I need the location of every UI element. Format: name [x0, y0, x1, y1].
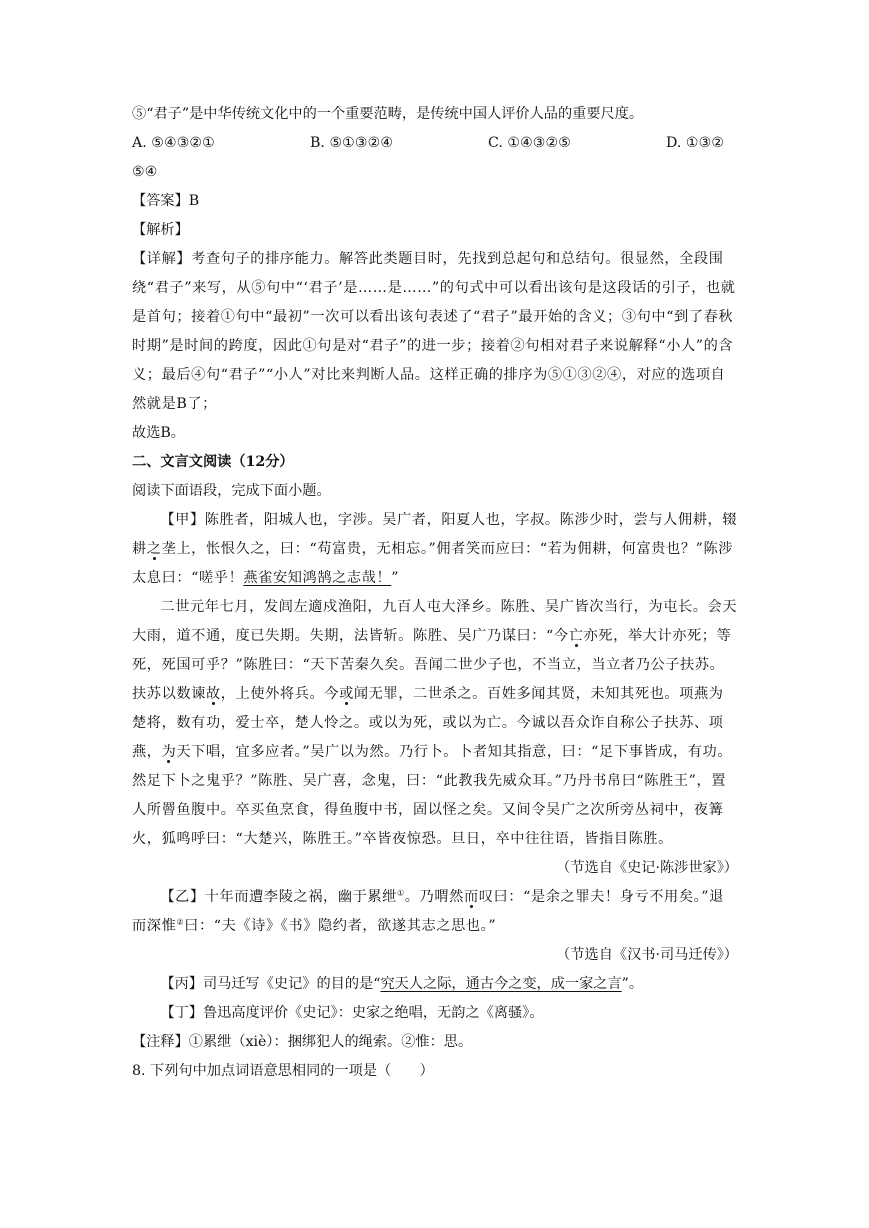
footnote-mark: ①	[397, 888, 405, 898]
section-heading: 二、文言文阅读（12分）	[132, 454, 294, 470]
dotted-word: 或	[339, 686, 354, 702]
text-run: 亦死，举大计亦死；等死，死国可乎？”陈胜曰：“天下苦秦久矣。吾闻二世少子也，不当立，当立者乃公子扶苏。扶苏以数谏	[132, 628, 732, 702]
passage-jia-paragraph-1	[132, 506, 738, 593]
passage-yi	[132, 883, 738, 941]
text-run: 曰：“夫《诗》《书》隐约者，欲遂其志之思也。”	[184, 918, 497, 934]
text-run: 【丙】司马迁写《史记》的目的是“	[160, 976, 381, 992]
source-citation-yi: （节选自《汉书·司马迁传》）	[556, 947, 738, 963]
analysis-label: 【解析】	[132, 222, 189, 238]
text-run: 叹曰：“是余之罪夫！身亏不用矣。”退而深惟	[132, 889, 724, 934]
question-8: 8. 下列句中加点词语意思相同的一项是（ ）	[132, 1063, 434, 1079]
passage-bing	[132, 970, 738, 999]
option-b: B. ⑤①③②④	[310, 135, 394, 151]
text-run: ”	[391, 570, 400, 586]
dotted-word: 为	[161, 744, 177, 760]
option-a: A. ⑤④③②①	[132, 135, 215, 151]
text-run: 闻无罪，二世杀之。百姓多闻其贤，未知其死也。项燕为楚将，数有功，爱士卒，楚人怜之。或以为死，或以为亡。今诚以吾众诈自称公子扶苏、项燕，	[132, 686, 724, 760]
source-citation-jia: （节选自《史记·陈涉世家》）	[556, 860, 738, 876]
option-d-continuation: ⑤④	[132, 164, 158, 180]
text-run: ”。	[621, 976, 644, 992]
text-run: 二世元年七月，发闾左適戍渔阳，九百人屯大泽乡。陈胜、吴广皆次当行，为屯长。会天大雨，道不通，度已失期。失期，法皆斩。陈胜、吴广乃谋曰：“今	[132, 599, 738, 644]
section-instruction: 阅读下面语段，完成下面小题。	[132, 483, 331, 499]
sentence-5: ⑤“君子”是中华传统文化中的一个重要范畴，是传统中国人评价人品的重要尺度。	[132, 106, 644, 122]
answer-line: 【答案】B	[132, 193, 200, 209]
option-c: C. ①④③②⑤	[488, 135, 571, 151]
underlined-sentence: 究天人之际，通古今之变，成一家之言	[380, 976, 622, 992]
dotted-word: 故	[205, 686, 221, 702]
conclusion-line: 故选B。	[132, 425, 185, 441]
document-page	[132, 100, 738, 1086]
text-run: 天下唱，宜多应者。”吴广以为然。乃行卜。卜者知其指意，曰：“足下事皆成，有功。然足下卜之鬼乎？”陈胜、吴广喜，念鬼，曰：“此教我先威众耳。”乃丹书帛曰“陈胜王”，置人所罾鱼腹中。卒买鱼烹食，得鱼腹中书，固以怪之矣。又间令吴广之次所旁丛祠中，夜篝火，狐鸣呼曰：“大楚兴，陈胜王。”卒皆夜惊恐。旦日，卒中往往语，皆指目陈胜。	[132, 744, 733, 847]
underlined-sentence: 燕雀安知鸿鹄之志哉！	[243, 570, 392, 586]
dotted-word: 而	[463, 889, 479, 905]
detail-paragraph: 【详解】考查句子的排序能力。解答此类题目时，先找到总起句和总结句。很显然，全段围绕“君子”来写，从⑤句中“‘君子’是……是……”的句式中可以看出该句是这段话的引子，也就是首句；接着①句中“最初”一次可以看出该句表述了“君子”最开始的含义；③句中“到了春秋时期”是时间的跨度，因此①句是对“君子”的进一步；接着②句相对君子来说解释“小人”的含义；最后④句“君子”“小人”对比来判断人品。这样正确的排序为⑤①③②④，对应的选项自然就是B了；	[132, 251, 736, 412]
passage-jia-paragraph-2	[132, 593, 738, 854]
annotation-notes: 【注释】①累绁（xiè）：捆绑犯人的绳索。②惟：思。	[132, 1034, 473, 1050]
text-run: ，上使外将兵。今	[220, 686, 340, 702]
dotted-word: 之	[146, 541, 162, 557]
option-d: D. ①③②	[666, 135, 725, 151]
passage-ding: 【丁】鲁迅高度评价《史记》：史家之绝唱，无韵之《离骚》。	[160, 1005, 544, 1021]
text-run: 。乃喟然	[404, 889, 464, 905]
answer-options	[132, 129, 738, 158]
dotted-word: 亡	[568, 628, 584, 644]
text-run: 垄上，怅恨久之，曰：“苟富贵，无相忘。”佣者笑而应曰：“若为佣耕，何富贵也？”陈涉太息曰：“嗟乎！	[132, 541, 734, 586]
footnote-mark: ②	[176, 917, 185, 927]
text-run: 【乙】十年而遭李陵之祸，幽于累绁	[160, 889, 397, 905]
text-run: 【甲】陈胜者，阳城人也，字涉。吴广者，阳夏人也，字叔。陈涉少时，尝与人佣耕，辍耕	[132, 512, 738, 557]
